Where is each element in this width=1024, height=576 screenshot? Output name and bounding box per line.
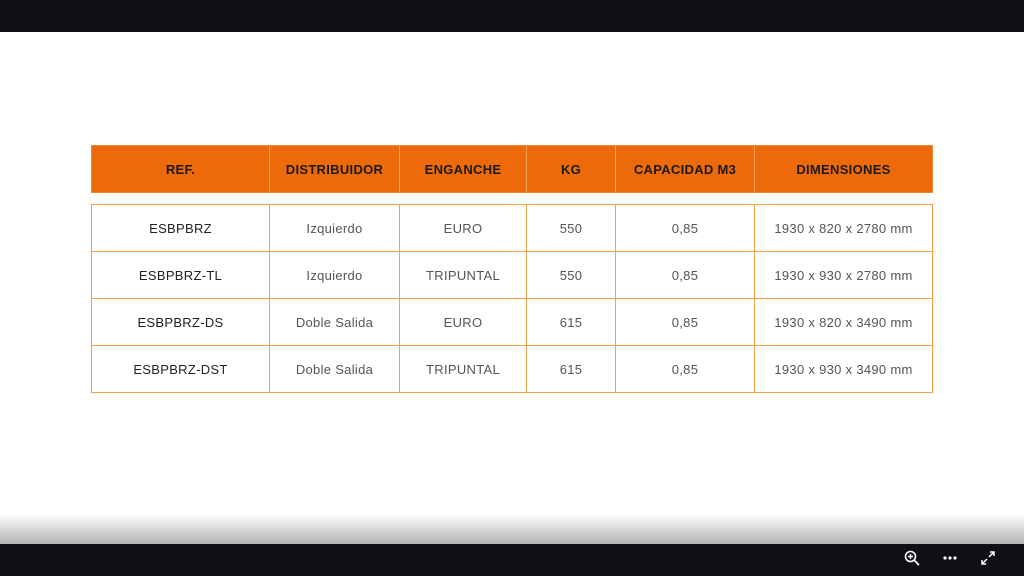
header-dimensiones: DIMENSIONES <box>796 161 891 177</box>
slide-canvas <box>0 32 1024 544</box>
more-options-icon <box>942 550 958 566</box>
header-distribuidor: DISTRIBUIDOR <box>270 146 400 192</box>
cell-dimensiones: 1930 x 930 x 3490 mm <box>774 361 913 377</box>
more-options-button[interactable] <box>936 544 964 572</box>
zoom-in-button[interactable] <box>898 544 926 572</box>
cell-kg: 615 <box>527 346 616 392</box>
cell-dimensiones: 1930 x 820 x 3490 mm <box>774 314 913 330</box>
cell-ref: ESBPBRZ-DST <box>92 346 270 392</box>
zoom-in-icon <box>904 550 920 566</box>
table-row <box>92 205 932 252</box>
cell-enganche: EURO <box>400 299 527 345</box>
cell-capacidad: 0,85 <box>616 346 755 392</box>
header-enganche: ENGANCHE <box>400 146 527 192</box>
cell-distribuidor: Izquierdo <box>270 252 400 298</box>
cell-distribuidor: Doble Salida <box>270 299 400 345</box>
cell-capacidad: 0,85 <box>616 299 755 345</box>
cell-kg: 550 <box>527 205 616 251</box>
header-ref: REF. <box>92 146 270 192</box>
cell-dimensiones: 1930 x 930 x 2780 mm <box>774 267 913 283</box>
table-row <box>92 299 932 346</box>
cell-distribuidor: Izquierdo <box>270 205 400 251</box>
fullscreen-icon <box>980 550 996 566</box>
cell-dimensiones: 1930 x 820 x 2780 mm <box>774 220 913 236</box>
cell-enganche: TRIPUNTAL <box>400 252 527 298</box>
viewer-toolbar <box>0 544 1024 576</box>
cell-ref: ESBPBRZ <box>92 205 270 251</box>
table-row <box>92 252 932 299</box>
cell-kg: 615 <box>527 299 616 345</box>
cell-capacidad: 0,85 <box>616 252 755 298</box>
slide-bottom-fade <box>0 514 1024 544</box>
cell-distribuidor: Doble Salida <box>270 346 400 392</box>
table-body <box>91 204 933 393</box>
header-kg: KG <box>527 146 616 192</box>
cell-capacidad: 0,85 <box>616 205 755 251</box>
cell-ref: ESBPBRZ-TL <box>92 252 270 298</box>
cell-enganche: TRIPUNTAL <box>400 346 527 392</box>
table-row <box>92 346 932 392</box>
cell-ref: ESBPBRZ-DS <box>92 299 270 345</box>
cell-enganche: EURO <box>400 205 527 251</box>
cell-kg: 550 <box>527 252 616 298</box>
top-bar <box>0 0 1024 32</box>
table-header-row <box>91 145 933 193</box>
header-capacidad: CAPACIDAD M3 <box>616 146 755 192</box>
fullscreen-button[interactable] <box>974 544 1002 572</box>
